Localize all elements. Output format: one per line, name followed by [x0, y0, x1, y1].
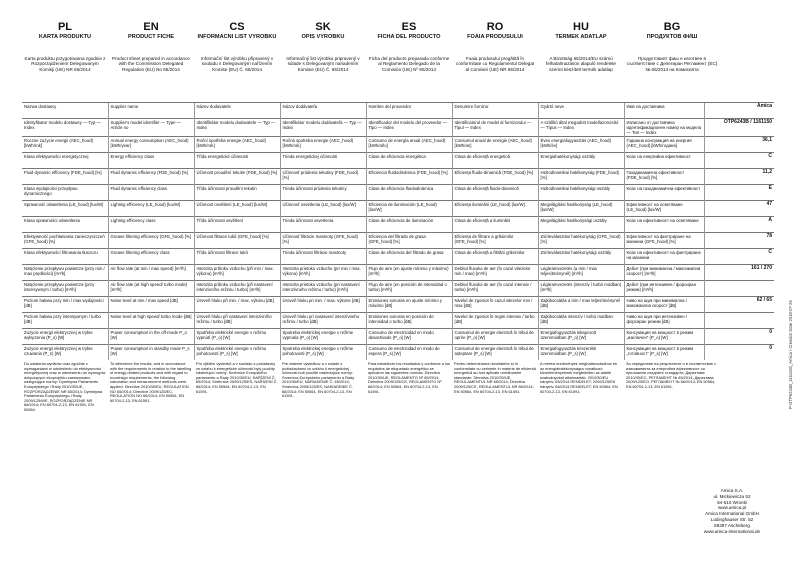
parameter-label: Identyfikator modelu dostawcy — Typ — Index — [22, 119, 108, 137]
parameter-label: Légáramvezetés (intenzív / turbó módban) [m³/h] — [538, 281, 624, 297]
parameter-label: Légáramvezetés (a min / max teljesítménynél) [m³/h] — [538, 265, 624, 281]
parameter-label: Účinnost proudění tekutin (FDE_hood) [%] — [194, 169, 280, 185]
parameter-label: Energy efficiency class — [108, 153, 194, 169]
parameter-label: Klasa sprawności oświetlenia — [22, 217, 108, 233]
parameter-label: Ниво на шум при интензивен / форсиран режим [dB] — [624, 313, 704, 329]
address-line: 64-510 Wronki — [717, 499, 747, 505]
parameter-label: Denumire furnizor — [452, 103, 538, 119]
parameter-label: Emisiones sonoras en posición de intensidad o turbo [dB] — [366, 313, 452, 329]
title-row — [22, 34, 774, 56]
parameter-label: Consumul de energie electrică în tribul de oprire (P_o) [W] — [452, 329, 538, 345]
parameter-label: Годишна консумация на енергия (AEC_hood) [kWh/година] — [624, 137, 704, 153]
parameter-label: Fluid dynamic efficiency (FDE_hood) [%] — [22, 169, 108, 185]
parameter-label: Noise level at min / max speed [dB] — [108, 297, 194, 313]
parameter-label: Zużycie energii elektrycznej w trybie czuwania (P_s) [W] — [22, 345, 108, 361]
column-title: ПРОДУКТОВ ФИШ — [646, 34, 698, 40]
parameter-label: Supplier's model identifier — Type — Article no — [108, 119, 194, 137]
side-reference: P-OTP6243B_1161150_Amica / Creation Date 2018-07-26 — [788, 300, 793, 410]
parameter-label: Úroveň hluku při nastavení intenzivního režimu / turbo [dB] — [194, 313, 280, 329]
parameter-label: Grease filtering efficiency (GFE_hood) [%] — [108, 233, 194, 249]
column-title: KARTA PRODUKTU — [38, 34, 92, 40]
parameter-label: Třída účinnosti osvětlení — [194, 217, 280, 233]
parameter-label: Изписано от доставчика идентификационен номер на модела — Тип — Index — [624, 119, 704, 137]
parameter-value: C — [704, 249, 774, 265]
parameter-label: Debitul fluxului de aer (în cazul intensiv / turbo) [m³/h] — [452, 281, 538, 297]
table-row — [22, 137, 774, 153]
parameter-label: Identifikátor modelu dodavatele — Typ — Index — [194, 119, 280, 137]
parameter-label: Eficiența fluido-dinamică (FDE_hood) [%] — [452, 169, 538, 185]
table-row — [22, 233, 774, 249]
parameter-value: Amica — [704, 103, 774, 119]
column-title: INFORMAČNÍ LIST VÝROBKU — [197, 34, 277, 40]
standards-note: Para establecer los resultados y conforme a los requisitos de etiquetado energético se aplicaron las siguientes normas: Directiva 2010/30/UE, REGLAMENTO Nº 65/2014; Directiva 2009/125/CE, REGLAMENTO Nº 66/2014; EN 50564, EN 60704-2-13, EN 61591. — [368, 362, 450, 394]
parameter-label: Intenzita průtoku vzduchu (při nastavení intenzivního režimu / turbo) [m³/h] — [194, 281, 280, 297]
parameter-label: Trieda účinnosti filtrácie mastnoty — [280, 249, 366, 265]
table-row — [22, 169, 774, 185]
column-title: OPIS VÝROBKU — [301, 34, 345, 40]
parameter-label: Air flow rate (at high speed/ turbo mode) [m³/h] — [108, 281, 194, 297]
parameter-label: Energiafogyasztás kikapcsolt üzemmódban (P_o) [W] — [538, 329, 624, 345]
parameter-label: Spotreba elektrickej energie v režime pohotovosti (P_s) [W] — [280, 345, 366, 361]
parameter-label: Poziom hałasu przy min / max wydajności [dB] — [22, 297, 108, 313]
parameter-label: Intenzita prietoku vzduchu (pri nastavení intenzívneho režimu / turbo) [m³/h] — [280, 281, 366, 297]
table-row — [22, 313, 774, 329]
address-line: Amica International GmbH — [705, 511, 759, 517]
parameter-label: Intenzita prietoku vzduchu (pri min / max. výkonu) [m³/h] — [280, 265, 366, 281]
parameter-label: Éves energiafogyasztás (AEC_hood) [kWh/év] — [538, 137, 624, 153]
parameter-label: Identificador del modelo del proveedor — Tipo — Index — [366, 119, 452, 137]
parameter-label: Trieda účinnosti osvetlenia — [280, 217, 366, 233]
table-row — [22, 281, 774, 297]
column-intro: Ficha del producto preparada conforme al Reglamento Delegado de la Comisión (UE) Nº 65/2014 — [368, 56, 450, 72]
parameter-label: Power consumption in standby mode P_s [W] — [108, 345, 194, 361]
parameter-value: A — [704, 217, 774, 233]
parameter-label: Zsírleválasztási hatékonysági osztály — [538, 249, 624, 265]
parameter-label: Účinnost filtrace tuků (GFE_hood) [%] — [194, 233, 280, 249]
parameter-label: Zużycie energii elektrycznej w trybie wyłączenia (P_o) [W] — [22, 329, 108, 345]
parameter-label: Clase de eficiencia del filtrado de grasa — [366, 249, 452, 265]
parameter-value: 11,2 — [704, 169, 774, 185]
parameter-label: Flujo de aire (en posición de intensidad o turbo) [m³/h] — [366, 281, 452, 297]
parameter-label: Grease filtering efficiency class — [108, 249, 194, 265]
address-line: www.amica.pl — [717, 505, 747, 511]
parameter-label: Natężenie przepływu powietrza (przy min / max prędkości) [m³/h] — [22, 265, 108, 281]
parameter-label: Účinnosť filtrácie mastnoty (GFE_hood) [%] — [280, 233, 366, 249]
parameter-label: Identificatorul de model al furnizorului — Tipul — Index — [452, 119, 538, 137]
parameter-value: 161 / 270 — [704, 265, 774, 281]
parameter-label: Supplier name — [108, 103, 194, 119]
parameter-label: A szállító által megadott modellazonosító — Típus — Index — [538, 119, 624, 137]
address-line: ul. Mickiewicza 52 — [713, 493, 751, 499]
parameter-label: Energiafogyasztás készenléti üzemmódban (P_s) [W] — [538, 345, 624, 361]
parameter-label: Debitul fluxului de aer (în cazul vitezelor min / max) [m³/h] — [452, 265, 538, 281]
column-title: FICHA DEL PRODUCTO — [377, 34, 441, 40]
parameter-value: 78 — [704, 233, 774, 249]
language-code: SK — [315, 21, 331, 33]
parameter-value: OTP6243B / 1161150 — [704, 119, 774, 137]
parameter-label: Poziom hałasu przy intensywnym / turbo [dB] — [22, 313, 108, 329]
parameter-value — [704, 281, 774, 297]
column-intro: A Bizottság 65/2014/EU számú felhatalmazáson alapuló rendelete szerint készített termék adatlap — [546, 56, 616, 72]
parameter-label: Eficiencia fluidodinámica (FDE_hood) [%] — [366, 169, 452, 185]
standards-notes — [22, 362, 774, 512]
parameter-label: Газодинамична ефективност (FDE_hood) [%] — [624, 169, 704, 185]
parameter-label: Clase de eficiencia de iluminación — [366, 217, 452, 233]
parameter-label: Име на доставчика — [624, 103, 704, 119]
parameter-label: Hidrodinamikai hatékonyság (FDE_hood) [%] — [538, 169, 624, 185]
parameter-label: Spotřeba elektrické energie v režimu vypnutí (P_o) [W] — [194, 329, 280, 345]
parameter-label: Консумация на мощност в режим „изключен“ (P_o) [W] — [624, 329, 704, 345]
parameter-label: Klasa efektywności filtrowania tłuszczu — [22, 249, 108, 265]
parameter-label: Clasa de eficiență fluido-dinamică — [452, 185, 538, 201]
parameter-label: Megvilágítási hatékonysági osztály — [538, 217, 624, 233]
language-code: CS — [229, 21, 245, 33]
table-row — [22, 265, 774, 281]
standards-note: Pre zistenie výsledkov a v súlade s požiadavkami vo vzťahu k energetickej účinnosti boli použité nasledujúce normy: Smernica Európskeho parlamentu a Rady 2010/30/EÚ, NARIADENIE Č. 65/2014; Smernica 2009/125/ES, NARIADENIE Č. 66/2014; EN 50564, EN 60704-2-13, EN 61591. — [282, 362, 355, 399]
language-code: HU — [573, 21, 589, 33]
table-row — [22, 329, 774, 345]
standards-note: Do ustalenia wyników oraz zgodnie z wymaganiami w odniesieniu do efektywności energetycznej oraz w odniesieniu do wymogów dotyczących ekoprojektu zastosowano następujące normy: Dyrektywa Parlamentu Europejskiego i Rady 2010/30/UE, ROZPORZĄDZENIE NR 65/2014; Dyrektywa Parlamentu Europejskiego i Rady 2009/125/WE, ROZPORZĄDZENIE NR 66/2014; EN 60704-2-13, EN 61591, EN 50564. — [24, 362, 106, 412]
column-intro: Informačný list výrobku pripravený v súlade s Delegovaným nariadením Komisie (EÚ) Č. 65/2014 — [286, 56, 360, 72]
address-line: www.amica-international.de — [703, 528, 761, 534]
parameter-label: Názov dodávateľa — [280, 103, 366, 119]
parameter-label: Spotreba elektrickej energie v režime vypnutia (P_o) [W] — [280, 329, 366, 345]
parameter-label: Úroveň hluku pri min. / max. výkone [dB] — [280, 297, 366, 313]
parameter-label: Fluid dynamic efficiency (FDE_hood) [%] — [108, 169, 194, 185]
table-row — [22, 103, 774, 119]
parameter-label: Úroveň hluku pri nastavení intenzívneho režimu / turbo [dB] — [280, 313, 366, 329]
parameter-label: Eficiencia del filtrado de grasa (GFE_hood) [%] — [366, 233, 452, 249]
parameter-label: Power consumption in the off-mode P_o [W] — [108, 329, 194, 345]
parameter-label: Emisiones sonoras en ajuste mínimo y máximo [dB] — [366, 297, 452, 313]
parameter-label: Eficiența de filtrare a grăsimilor (GFE_hood) [%] — [452, 233, 538, 249]
parameter-label: Zajkibocsátás a min / max teljesítménynél [dB] — [538, 297, 624, 313]
parameter-label: Консумация на мощност в режим „готовност“ (P_s) [W] — [624, 345, 704, 361]
parameter-label: Consumo de electricidad en modo desactivado (P_o) [W] — [366, 329, 452, 345]
parameter-label: Clase de eficiencia fluidodinámica — [366, 185, 452, 201]
parameter-label: Klasa efektywności energetycznej — [22, 153, 108, 169]
parameter-label: Efektywność pochłaniania zanieczyszczeń (GFE_hood) [%] — [22, 233, 108, 249]
parameter-label: Consumo de electricidad en modo de espera (P_s) [W] — [366, 345, 452, 361]
parameter-value: 0 — [704, 345, 774, 361]
parameter-label: Trieda energetickej účinnosti — [280, 153, 366, 169]
parameter-label: Consumul de energie electrică în tribul de așteptare (P_s) [W] — [452, 345, 538, 361]
column-title: TERMÉK ADATLAP — [555, 34, 607, 40]
parameter-label: Ефективност на осветяване (LE_hood) [lux/W] — [624, 201, 704, 217]
parameter-label: Annual energy consumption (AEC_hood) [kWh/year] — [108, 137, 194, 153]
address-line: Amica S.A. — [720, 488, 744, 493]
parameter-label: Účinnosť prúdenia tekutiny (FDE_hood) [%] — [280, 169, 366, 185]
parameter-label: Lighting efficiency (LE_hood) [lux/W] — [108, 201, 194, 217]
column-intro: Продуктовият фиш е изготвен в съответствие с Делегиран Регламент (ЕС) № 65/2014 на Комисията — [626, 56, 718, 72]
column-intro: Karta produktu przygotowana zgodnie z Rozporządzeniem Delegowanym Komisji (UE) NR 65/2014 — [24, 56, 106, 72]
parameter-label: Air flow rate (at min / max speed) [m³/h] — [108, 265, 194, 281]
parameter-label: Fluid dynamic efficiency class — [108, 185, 194, 201]
parameter-label: Nivelul de zgomot în regim intensiv / turbo [dB] — [452, 313, 538, 329]
parameter-label: Sprawność oświetlenia (LE_hood) [lux/W] — [22, 201, 108, 217]
parameter-label: Spotřeba elektrické energie v režimu pohotovosti (P_s) [W] — [194, 345, 280, 361]
parameter-label: Clasa de eficiență a iluminării — [452, 217, 538, 233]
parameter-label: Trieda účinnosti prúdenia tekutiny — [280, 185, 366, 201]
parameter-label: Roczne zużycie energii (AEC_hood) [kWh/rok] — [22, 137, 108, 153]
standards-note: За определяне на резултатите и в съответствие с изискванията за енергийна ефективност са приложени следните стандарти: Директива 2010/30/ЕС, РЕГЛАМЕНТ № 65/2014; Директива 2009/125/ЕО, РЕГЛАМЕНТ № 66/2014; EN 50564, EN 60704-2-13, EN 61591. — [626, 362, 717, 389]
standards-note: Pro zjištění výsledků a v souladu s požadavky ve vztahu k energetické účinnosti byly použity následující normy: Směrnice Evropského parlamentu a Rady 2010/30/EU, NAŘÍZENÍ Č. 65/2014; Směrnice 2009/125/ES, NAŘÍZENÍ Č. 66/2014; EN 50564, EN 60704-2-13, EN 61591. — [196, 362, 278, 394]
standards-note: Pentru determinarea rezultatelor și în conformitate cu cerințele în materie de eficiență energetică au fost aplicate următoarele standarde: Directiva 2010/30/UE, REGULAMENTUL NR 65/2014; Directiva 2009/125/CE, REGULAMENTUL NR 66/2014; EN 50564, EN 60704-2-13, EN 61591. — [454, 362, 536, 394]
parameter-label: Nazwa dostawcy — [22, 103, 108, 119]
parameter-label: Třída účinnosti filtrace tuků — [194, 249, 280, 265]
parameter-value: 62 / 65 — [704, 297, 774, 313]
parameter-value: C — [704, 153, 774, 169]
parameter-label: Hidrodinamikai hatékonysági osztály — [538, 185, 624, 201]
table-row — [22, 345, 774, 361]
parameter-label: Úroveň hluku při min. / max. výkonu [dB] — [194, 297, 280, 313]
parameter-label: Natężenie przepływu powietrza (przy intensywnym / turbo) [m³/h] — [22, 281, 108, 297]
column-title: FOAIA PRODUSULUI — [467, 34, 523, 40]
standards-note: To determine the results, and in accordance with the requirements in relation to the labelling of energy-related products and with regard to ecodesign requirements, the following calculation and measurement methods were applied: Directive 2010/30/EU, REGULATION NO 65/2014; Directive 2009/125/EC, REGULATION NO 66/2014; EN 50564, EN 60704-2-13, EN 61591. — [110, 362, 192, 403]
table-row — [22, 185, 774, 201]
parameter-label: Identifikátor modelu dodávateľa — Typ — Index — [280, 119, 366, 137]
parameter-label: Energiahatékonysági osztály — [538, 153, 624, 169]
manufacturer-address — [690, 488, 774, 534]
parameter-label: Zsírleválasztási hatékonyság (GFE_hood) [%] — [538, 233, 624, 249]
parameter-label: Účinnost osvětlení (LE_hood) [lux/W] — [194, 201, 280, 217]
parameter-label: Дебит (при интензивен / форсиран режим) [m³/h] — [624, 281, 704, 297]
table-row — [22, 217, 774, 233]
parameter-label: Eficiența iluminării (LE_hood) [lux/W] — [452, 201, 538, 217]
language-header-row — [22, 20, 774, 34]
column-title: PRODUCT FICHE — [128, 34, 174, 40]
parameter-label: Дебит (при минимална / максимална скорост) [m³/h] — [624, 265, 704, 281]
parameter-label: Clasa de eficiență energetică — [452, 153, 538, 169]
parameter-label: Lighting efficiency class — [108, 217, 194, 233]
address-line: 59387 Ascheberg — [714, 522, 750, 528]
parameter-label: Nombre del proveedor — [366, 103, 452, 119]
parameter-label: Gyártó neve — [538, 103, 624, 119]
parameter-value: 36,1 — [704, 137, 774, 153]
parameter-label: Nivelul de zgomot în cazul vitezelor min / max [dB] — [452, 297, 538, 313]
language-code: PL — [57, 21, 73, 33]
address-line: Lüdinghauser Str. 52 — [710, 516, 754, 522]
column-intro: Product sheet prepared in accordance with the Commission Delegated Regulation (EU) No 65/2014 — [112, 56, 190, 72]
parameter-label: Клас на ефективност на осветяване — [624, 217, 704, 233]
parameter-label: Třída energetické účinnosti — [194, 153, 280, 169]
parameter-label: Roční spotřeba energie (AEC_hood) [kWh/rok] — [194, 137, 280, 153]
parameter-label: Клас на газодинамична ефективност — [624, 185, 704, 201]
parameter-label: Ефективност на филтриране на мазнини (GFE_hood) [%] — [624, 233, 704, 249]
parameter-label: Flujo de aire (en ajuste mínimo y máximo) [m³/h] — [366, 265, 452, 281]
table-row — [22, 249, 774, 265]
language-code: EN — [143, 21, 159, 33]
language-code: RO — [486, 21, 504, 33]
parameter-label: Ниво на шум при минимална / максимална скорост [dB] — [624, 297, 704, 313]
parameter-label: Noise level at high speed/ turbo mode [dB] — [108, 313, 194, 329]
parameter-label: Třída účinnosti proudění tekutin — [194, 185, 280, 201]
parameter-label: Zajkibocsátás intenzív / turbó módban [dB] — [538, 313, 624, 329]
parameter-value: 0 — [704, 329, 774, 345]
parameter-label: Consumo de energía anual (AEC_hood) [kWh/año] — [366, 137, 452, 153]
parameter-value: E — [704, 185, 774, 201]
table-row — [22, 119, 774, 137]
parameter-label: Ročná spotreba energie (AEC_hood) [kWh/rok] — [280, 137, 366, 153]
language-code: BG — [663, 21, 681, 33]
parameter-label: Клас на ефективност на филтриране на мазнини — [624, 249, 704, 265]
table-row — [22, 201, 774, 217]
intro-row — [22, 56, 774, 102]
parameter-label: Клас на енергийна ефективност — [624, 153, 704, 169]
parameter-label: Megvilágítási hatékonyság (LE_hood) [lux/W] — [538, 201, 624, 217]
table-row — [22, 297, 774, 313]
column-intro: Informační list výrobku připravený v souladu s Delegovaným nařízením Komise (EU) Č. 65/2014 — [200, 56, 274, 72]
parameter-label: Intenzita průtoku vzduchu (při min / max. výkonu) [m³/h] — [194, 265, 280, 281]
parameter-label: Clasa de eficiență a filtrării grăsimilor — [452, 249, 538, 265]
parameter-label: Klasa wydajności przepływu dynamicznego — [22, 185, 108, 201]
parameter-label: Eficiencia de iluminación (LE_hood) [lux/W] — [366, 201, 452, 217]
parameter-label: Účinnosť osvetlenia (LE_hood) [lux/W] — [280, 201, 366, 217]
product-fiche — [22, 20, 774, 512]
parameter-label: Consumul anual de energie (AEC_hood) [kWh/an] — [452, 137, 538, 153]
parameter-label: Název dodavatele — [194, 103, 280, 119]
language-code: ES — [401, 21, 417, 33]
parameter-table — [22, 102, 774, 360]
parameter-value: 47 — [704, 201, 774, 217]
standards-note: A mérési eredmények meghatározásához és az energiahatékonyságra vonatkozó követelményeknek megfelelően az alábbi szabványokat alkalmazták: 2010/30/EU irányelv, 65/2014 RENDELET; 2009/125/EK irányelv, 66/2014 RENDELET; EN 50564, EN 60704-2-13, EN 61591. — [540, 362, 618, 394]
column-intro: Foaia produsului pregătită în conformitate cu Regulamentul Delegat al Comisiei (UE) NR 65/2014 — [455, 56, 535, 72]
parameter-value — [704, 313, 774, 329]
parameter-label: Clase de eficiencia energética — [366, 153, 452, 169]
table-row — [22, 153, 774, 169]
